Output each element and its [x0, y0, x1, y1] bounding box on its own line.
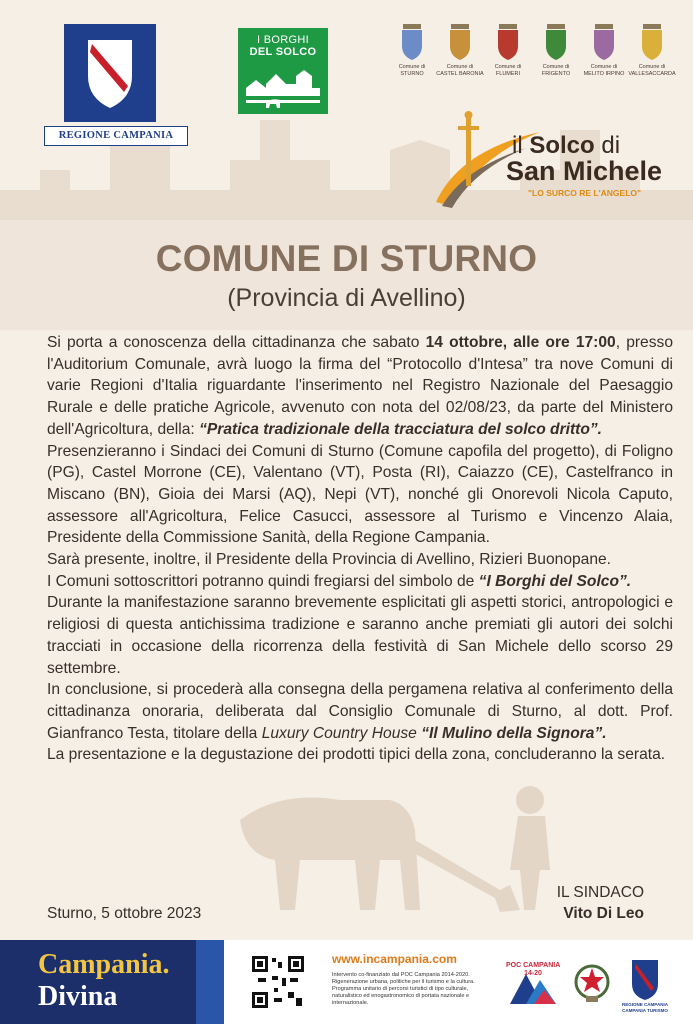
country-house-name: “Il Mulino della Signora”. [421, 724, 607, 742]
poc-years: 14-20 [524, 970, 542, 977]
municipality-crests [388, 22, 680, 88]
crest-caption-name: FRIGENTO [541, 70, 571, 77]
crest-castel-baronia [436, 22, 484, 88]
ct-caption-line1: REGIONE CAMPANIA [622, 1002, 668, 1007]
footer [0, 940, 693, 1024]
signature-role: IL SINDACO [556, 884, 644, 901]
crest-caption-name: FLUMERI [495, 70, 521, 77]
crest-caption-line1: Comune di [590, 64, 618, 70]
page-subtitle: (Provincia di Avellino) [227, 284, 466, 312]
crest-sturno [388, 22, 436, 88]
paragraph-president: Sarà presente, inoltre, il Presidente della Provincia di Avellino, Rizieri Buonopane. [47, 551, 612, 569]
italian-republic-emblem-icon [574, 960, 610, 1004]
regione-campania-logo [44, 24, 190, 148]
crest-caption-line1: Comune di [494, 64, 522, 70]
borghi-logo-line1: I BORGHI [257, 34, 309, 46]
crest-shield [498, 30, 518, 60]
village-plough-icon [242, 62, 324, 112]
p1-text-c: , presso l'Auditorium Comunale, avrà luogo la firma del “Protocollo d'Intesa” tra nove Comuni di varie Regioni d'Italia riguardante l'inserimento nel Registro Nazionale del Paesaggio Rurale e delle pratiche Agricole, avvenuto con nota del 02/08/23, da parte del Ministero dell'Agricoltura, della: [47, 334, 673, 438]
campania-divina-brand [0, 940, 224, 1024]
crest-frigento [532, 22, 580, 88]
campania-website-link[interactable]: www.incampania.com [332, 952, 457, 966]
coat-of-arms-icon [637, 22, 667, 62]
paragraph-attendees: Presenzieranno i Sindaci dei Comuni di Sturno (Comune capofila del progetto), di Foligno (PG), Castel Morrone (CE), Valentano (VT), Posta (RI), Caiazzo (CE), Castelfranco in Miscano (BN), Gioia dei Marsi (AQ), Nepi (VT), nonché gli Onorevoli Nicola Caputo, assessore all'Agricoltura, Felice Casucci, assessore al Turismo e Vincenzo Alaia, Presidente della Commissione Sanità, della Regione Campania. [47, 442, 673, 547]
symbol-name: “I Borghi del Solco”. [478, 572, 632, 590]
solco-logo-tagline: "LO SURCO RE L'ANGELO" [528, 188, 642, 198]
coat-of-arms-icon [589, 22, 619, 62]
regione-campania-shield-icon [64, 24, 156, 122]
crest-caption-line1: Comune di [638, 64, 666, 70]
crest-caption-line1: Comune di [446, 64, 474, 70]
p4-text-a: I Comuni sottoscrittori potranno quindi fregiarsi del simbolo de [47, 572, 479, 590]
solco-logo-il: il [512, 132, 523, 159]
paragraph-symbol [47, 571, 673, 593]
paragraph-event: Durante la manifestazione saranno brevemente esplicitati gli aspetti storici, antropologici e religiosi di questa antichissima tradizione e saranno anche premiati gli autori dei solchi tracciati in occasione della ricorrenza della festività di San Michele dello scorso 29 settembre. [47, 594, 673, 677]
crest-caption-name: MELITO IRPINO [583, 70, 625, 77]
regione-campania-label: REGIONE CAMPANIA [44, 126, 188, 146]
event-date-time: 14 ottobre, alle ore 17:00 [425, 334, 616, 351]
coat-of-arms-icon [541, 22, 571, 62]
campania-turismo-caption [618, 1002, 672, 1013]
borghi-del-solco-logo [238, 28, 328, 114]
paragraph-closing: La presentazione e la degustazione dei prodotti tipici della zona, concluderanno la serata. [47, 746, 666, 764]
poc-label: POC CAMPANIA [505, 962, 561, 969]
crest-caption-name: STURNO [400, 70, 424, 77]
crest-shield [642, 30, 662, 60]
solco-logo-solco: Solco [529, 132, 595, 159]
p1-text-a: Si porta a conoscenza della cittadinanza che sabato [47, 334, 426, 351]
ct-caption-line2: CAMPANIA TURISMO [622, 1007, 668, 1013]
country-house-label: Luxury Country House [261, 724, 417, 742]
crest-melito-irpino [580, 22, 628, 88]
crest-shield [546, 30, 566, 60]
crest-caption-line1: Comune di [398, 64, 426, 70]
crest-caption-line1: Comune di [542, 64, 570, 70]
coat-of-arms-icon [397, 22, 427, 62]
brand-line2: Divina [38, 981, 118, 1012]
paragraph-invitation [47, 332, 673, 441]
qr-code-icon[interactable] [250, 954, 306, 1010]
coat-of-arms-icon [445, 22, 475, 62]
crest-shield [450, 30, 470, 60]
p6-text-a: In conclusione, si procederà alla consegna della pergamena relativa al conferimento della cittadinanza onoraria, deliberata dal Consiglio Comunale di Sturno, al dott. Prof. Gianfranco Testa, titolare della [47, 681, 673, 742]
announcement-body [47, 332, 673, 766]
brand-line1: Campania. [38, 949, 170, 980]
paragraph-citizenship [47, 679, 673, 744]
crest-shield [594, 30, 614, 60]
solco-logo-di: di [601, 132, 621, 159]
page-title: COMUNE DI STURNO [155, 238, 538, 279]
practice-name: “Pratica tradizionale della tracciatura del solco dritto”. [199, 420, 603, 438]
date-place: Sturno, 5 ottobre 2023 [47, 905, 202, 922]
solco-logo-san-michele: San Michele [506, 156, 663, 186]
crest-vallesaccarda [628, 22, 676, 88]
coat-of-arms-icon [493, 22, 523, 62]
crest-flumeri [484, 22, 532, 88]
crest-shield [402, 30, 422, 60]
crest-caption-name: VALLESACCARDA [628, 70, 676, 77]
signature-name: Vito Di Leo [563, 905, 644, 922]
borghi-logo-line2: DEL SOLCO [249, 46, 317, 58]
funding-note: Intervento co-finanziato dal POC Campania 2014-2020. Rigenerazione urbana, politiche per il turismo e la cultura. Programma unitario di percorsi turistici di tipo culturale, naturalistico ed enogastronomico di portata nazionale e internazionale. [332, 972, 475, 1006]
crest-caption-name: CASTEL BARONIA [436, 70, 484, 77]
solco-san-michele-logo [430, 110, 662, 210]
